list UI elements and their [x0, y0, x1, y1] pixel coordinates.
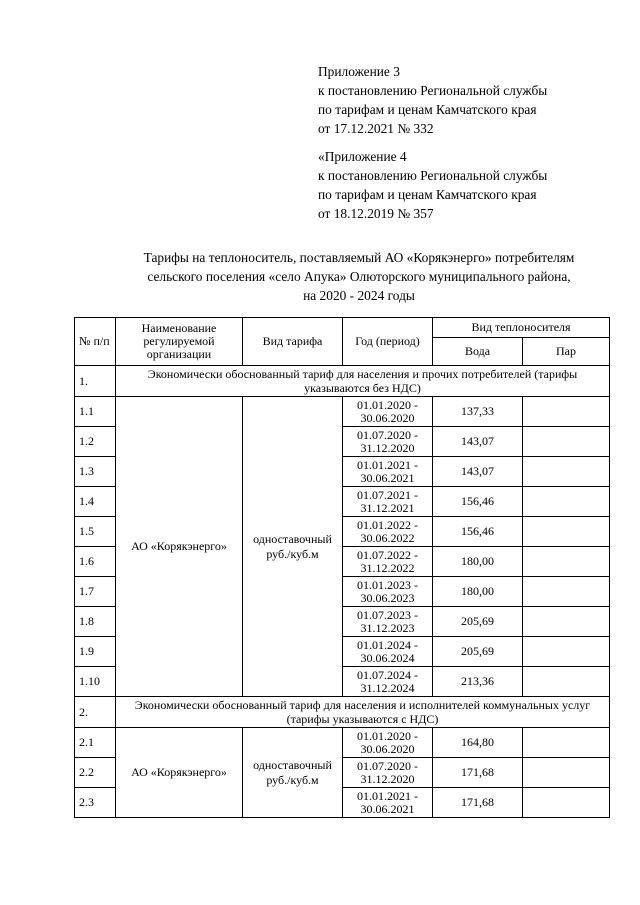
row-num: 1.7 [75, 577, 116, 607]
row-steam-value [523, 728, 610, 758]
row-water-value: 164,80 [433, 728, 523, 758]
row-period: 01.07.2020 - 31.12.2020 [343, 758, 433, 788]
row-water-value: 143,07 [433, 457, 523, 487]
appendix-3-line: по тарифам и ценам Камчатского края [318, 102, 537, 117]
header-water: Вода [433, 338, 523, 366]
row-steam-value [523, 788, 610, 818]
row-period: 01.07.2023 - 31.12.2023 [343, 607, 433, 637]
row-steam-value [523, 517, 610, 547]
row-num: 1.8 [75, 607, 116, 637]
row-num: 1.5 [75, 517, 116, 547]
org-name: АО «Корякэнерго» [116, 728, 243, 818]
appendix-3-line: Приложение 3 [318, 64, 400, 79]
row-num: 1.1 [75, 397, 116, 427]
header-steam: Пар [523, 338, 610, 366]
row-steam-value [523, 667, 610, 697]
row-num: 1.6 [75, 547, 116, 577]
row-period: 01.01.2021 - 30.06.2021 [343, 788, 433, 818]
row-period: 01.01.2022 - 30.06.2022 [343, 517, 433, 547]
row-steam-value [523, 577, 610, 607]
appendix-4-block [318, 147, 547, 223]
header-org: Наименование регулируемой организации [116, 318, 243, 366]
table-row [75, 397, 610, 427]
row-water-value: 156,46 [433, 487, 523, 517]
row-steam-value [523, 547, 610, 577]
row-num: 2.1 [75, 728, 116, 758]
section-row [75, 366, 610, 397]
tariff-type: одноставочный руб./куб.м [243, 728, 343, 818]
section-num: 2. [75, 697, 116, 728]
section-num: 1. [75, 366, 116, 397]
row-water-value: 205,69 [433, 637, 523, 667]
row-num: 1.3 [75, 457, 116, 487]
tariff-type: одноставочный руб./куб.м [243, 397, 343, 697]
row-num: 2.3 [75, 788, 116, 818]
row-water-value: 180,00 [433, 577, 523, 607]
header-period: Год (период) [343, 318, 433, 366]
section-description: Экономически обоснованный тариф для населения и прочих потребителей (тарифы указываются без НДС) [116, 366, 610, 397]
row-water-value: 205,69 [433, 607, 523, 637]
row-steam-value [523, 758, 610, 788]
row-period: 01.01.2023 - 30.06.2023 [343, 577, 433, 607]
title-line: сельского поселения «село Апука» Олюторского муниципального района, [147, 269, 571, 284]
appendix-4-line: к постановлению Региональной службы [318, 168, 548, 183]
row-steam-value [523, 397, 610, 427]
row-water-value: 156,46 [433, 517, 523, 547]
row-steam-value [523, 457, 610, 487]
row-num: 1.4 [75, 487, 116, 517]
row-period: 01.07.2020 - 31.12.2020 [343, 427, 433, 457]
row-water-value: 143,07 [433, 427, 523, 457]
row-steam-value [523, 637, 610, 667]
tariffs-table [74, 317, 610, 818]
row-steam-value [523, 487, 610, 517]
appendix-4-line: по тарифам и ценам Камчатского края [318, 187, 537, 202]
table-row [75, 728, 610, 758]
appendix-3-line: к постановлению Региональной службы [318, 83, 548, 98]
appendix-3-line: от 17.12.2021 № 332 [318, 121, 434, 136]
table-header [75, 318, 610, 366]
header-num: № п/п [75, 318, 116, 366]
org-name: АО «Корякэнерго» [116, 397, 243, 697]
appendix-4-line: «Приложение 4 [318, 149, 407, 164]
section-description: Экономически обоснованный тариф для населения и исполнителей коммунальных услуг (тарифы указываются с НДС) [116, 697, 610, 728]
header-carrier: Вид теплоносителя [433, 318, 610, 338]
header-tariff-type: Вид тарифа [243, 318, 343, 366]
row-num: 1.9 [75, 637, 116, 667]
row-num: 2.2 [75, 758, 116, 788]
row-period: 01.01.2021 - 30.06.2021 [343, 457, 433, 487]
row-water-value: 213,36 [433, 667, 523, 697]
title-line: Тарифы на теплоноситель, поставляемый АО «Корякэнерго» потребителям [143, 250, 575, 265]
row-period: 01.07.2024 - 31.12.2024 [343, 667, 433, 697]
row-num: 1.10 [75, 667, 116, 697]
row-steam-value [523, 607, 610, 637]
row-steam-value [523, 427, 610, 457]
title-line: на 2020 - 2024 годы [303, 288, 415, 303]
document-title [74, 248, 640, 305]
appendix-3-block [318, 62, 547, 138]
row-water-value: 171,68 [433, 788, 523, 818]
row-period: 01.01.2024 - 30.06.2024 [343, 637, 433, 667]
row-num: 1.2 [75, 427, 116, 457]
section-row [75, 697, 610, 728]
row-period: 01.07.2022 - 31.12.2022 [343, 547, 433, 577]
row-water-value: 137,33 [433, 397, 523, 427]
appendix-4-line: от 18.12.2019 № 357 [318, 206, 434, 221]
row-water-value: 171,68 [433, 758, 523, 788]
table-body [75, 366, 610, 818]
row-period: 01.01.2020 - 30.06.2020 [343, 397, 433, 427]
row-period: 01.07.2021 - 31.12.2021 [343, 487, 433, 517]
row-water-value: 180,00 [433, 547, 523, 577]
row-period: 01.01.2020 - 30.06.2020 [343, 728, 433, 758]
